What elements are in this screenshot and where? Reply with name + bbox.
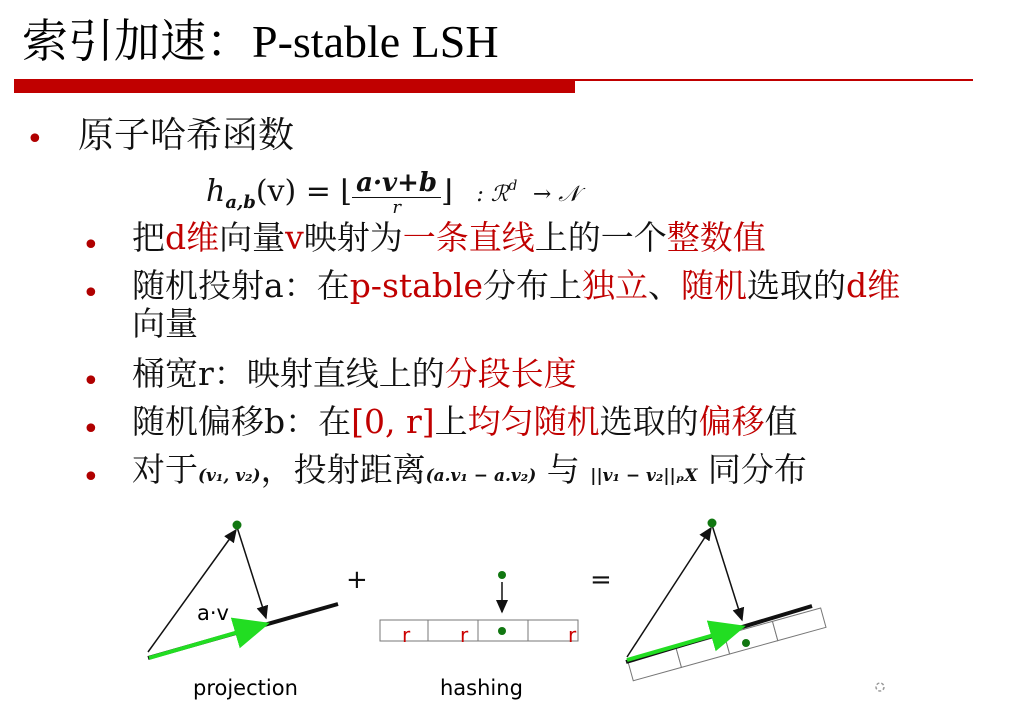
vector-v [148, 530, 236, 652]
bucket-width-r: r [460, 623, 469, 647]
title-underline-rule [575, 79, 973, 81]
seg: d维 [846, 266, 901, 305]
sub-bullet-marker: • [82, 364, 100, 399]
bucket [428, 620, 478, 641]
sub-bullet-1 [132, 218, 766, 258]
loading-icon [876, 683, 884, 691]
lsh-diagram [0, 505, 1021, 701]
seg: 值 [764, 402, 798, 441]
fraction-denominator: r [392, 196, 401, 218]
seg: 对于 [132, 450, 198, 489]
sub-bullet-3 [132, 354, 577, 394]
seg: ，投射距离 [260, 450, 426, 489]
projection-drop [237, 527, 266, 618]
seg: 把 [132, 218, 165, 257]
formula-fraction [352, 169, 441, 218]
seg: 、 [648, 266, 682, 305]
formula-dim: d [508, 178, 518, 194]
sub-bullet-5 [132, 450, 807, 496]
seg: 分布上 [483, 266, 583, 305]
point-dot [708, 519, 717, 528]
formula-h: h [206, 174, 226, 209]
seg: 向量 [219, 218, 286, 257]
seg: 随机 [681, 266, 748, 305]
sub-bullet-4 [132, 402, 798, 442]
plus-sign: + [346, 565, 368, 595]
bucket-width-r: r [402, 623, 411, 647]
floor-open: ⌊ [340, 174, 353, 209]
projection-panel [148, 521, 338, 701]
equals-sign: = [590, 565, 612, 595]
projection-drop [712, 525, 742, 620]
formula-arg: (v) = [255, 174, 341, 209]
point-dot [233, 521, 242, 530]
seg: p-stable [349, 266, 484, 305]
sub-bullet-2 [132, 266, 900, 306]
seg: 随机投射a：在 [132, 266, 350, 305]
caption-projection: projection [193, 676, 298, 700]
caption-hashing: hashing [440, 676, 523, 700]
floor-close: ⌋ [441, 174, 453, 209]
hashed-dot [498, 627, 506, 635]
pair-math: (v₁, v₂) [198, 466, 261, 486]
main-bullet-label: 原子哈希函数 [78, 115, 295, 156]
sub-bullet-marker: • [82, 228, 100, 263]
seg: 一条直线 [402, 218, 535, 257]
seg: 桶宽r：映射直线上的 [132, 354, 445, 393]
seg: 分段长度 [444, 354, 577, 393]
seg: 选取的 [599, 402, 699, 441]
rotated-buckets [628, 608, 826, 681]
seg: 选取的 [747, 266, 847, 305]
seg: 同分布 [707, 450, 807, 489]
formula-subscript: a,b [225, 192, 256, 213]
seg: 偏移 [698, 402, 765, 441]
norm-math: ||v₁ − v₂||ₚX [590, 466, 698, 486]
hashing-panel [380, 571, 578, 700]
point-dot [498, 571, 506, 579]
seg: 整数值 [666, 218, 766, 257]
formula-domain: : ℛ [476, 182, 509, 207]
seg: 与 [546, 450, 580, 489]
combined-panel [626, 519, 826, 681]
formula-codomain: → 𝒩 [532, 182, 580, 207]
seg: d维 [165, 218, 220, 257]
sub-bullet-marker: • [82, 412, 100, 447]
seg: 映射为 [303, 218, 403, 257]
bullet-marker: • [26, 122, 44, 157]
slide-title: 索引加速：P-stable LSH [22, 16, 499, 67]
hashed-dot [742, 639, 750, 647]
sub-bullet-marker: • [82, 276, 100, 311]
fraction-numerator: a·v+b [352, 169, 441, 198]
seg: [0, r] [351, 402, 435, 441]
bucket-width-r: r [568, 623, 577, 647]
sub-bullet-marker: • [82, 460, 100, 495]
av-label: a·v [197, 601, 229, 625]
seg: 随机偏移b：在 [132, 402, 352, 441]
seg: 上的一个 [534, 218, 667, 257]
seg: 均匀随机 [467, 402, 600, 441]
seg: 上 [434, 402, 468, 441]
title-underline-bar [14, 79, 575, 93]
seg: 独立 [582, 266, 649, 305]
seg: v [285, 218, 304, 257]
projected-vector [149, 624, 266, 658]
bucket [772, 608, 826, 641]
dist-math: (a.v₁ − a.v₂) [425, 466, 537, 486]
sub-bullet-2-continuation: 向量 [132, 304, 198, 343]
